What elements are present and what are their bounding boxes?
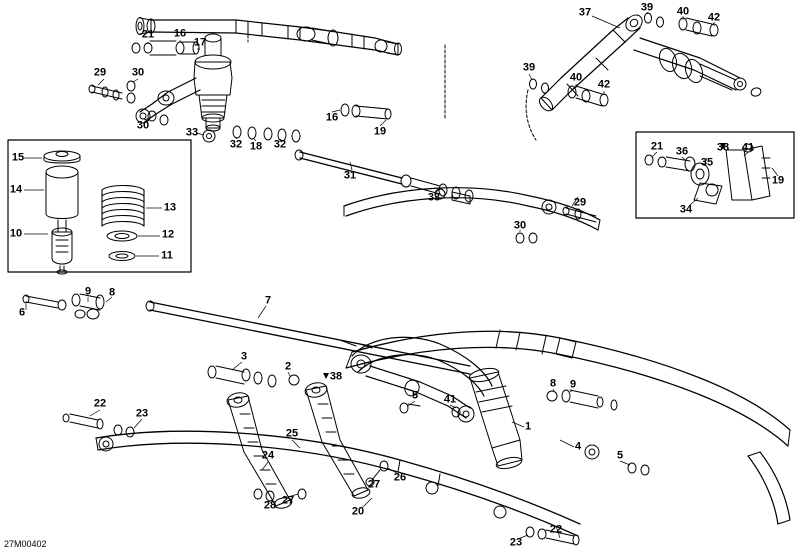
callout-33a: 33 (185, 126, 199, 139)
callout-19a: 19 (373, 125, 387, 138)
callout-4: 4 (574, 440, 582, 453)
callout-39b: 39 (522, 61, 536, 74)
callout-26: 26 (393, 471, 407, 484)
callout-19b: 19 (771, 174, 785, 187)
callout-7: 7 (264, 294, 272, 307)
callout-27a: 27 (367, 478, 381, 491)
callout-10: 10 (9, 227, 23, 240)
callout-12: 12 (161, 228, 175, 241)
callout-21b: 21 (650, 140, 664, 153)
callout-11: 11 (161, 249, 173, 262)
callout-14: 14 (9, 183, 23, 196)
callout-40b: 40 (569, 71, 583, 84)
callout-41a: 41 (741, 141, 755, 154)
callout-37: 37 (578, 6, 592, 19)
callout-29b: 29 (573, 196, 587, 209)
part-code-label: 27M00402 (4, 539, 47, 549)
callout-13: 13 (163, 201, 177, 214)
callout-8a: 8 (108, 286, 116, 299)
callout-5b: 5 (616, 449, 624, 462)
callout-1: 1 (524, 420, 532, 433)
callout-34: 34 (679, 203, 693, 216)
callout-31: 31 (343, 169, 357, 182)
callout-2: 2 (284, 360, 292, 373)
callout-16a: 16 (173, 27, 187, 40)
callout-17: 17 (193, 36, 207, 49)
callout-30c: 30 (513, 219, 527, 232)
callout-6: 6 (18, 306, 26, 319)
callout-35: 35 (700, 156, 714, 169)
callout-22b: 22 (549, 523, 563, 536)
callout-15: 15 (11, 151, 25, 164)
callout-8b: 8 (549, 377, 557, 390)
callout-25: 25 (285, 427, 299, 440)
callout-39a: 39 (640, 1, 654, 14)
callout-29a: 29 (93, 66, 107, 79)
callout-20: 20 (351, 505, 365, 518)
callout-5a: 5 (411, 389, 419, 402)
callout-30b: 30 (136, 119, 150, 132)
callout-38b: 38 (329, 370, 343, 383)
callout-33b: 33 (427, 191, 441, 204)
callout-23a: 23 (135, 407, 149, 420)
callout-22a: 22 (93, 397, 107, 410)
callout-3: 3 (240, 350, 248, 363)
callout-42a: 42 (707, 11, 721, 24)
callout-38a: 38 (716, 141, 730, 154)
callout-9a: 9 (84, 285, 92, 298)
callout-30a: 30 (131, 66, 145, 79)
marker-triangle-38-bottom (323, 373, 329, 379)
callout-24: 24 (261, 449, 275, 462)
callout-40a: 40 (676, 5, 690, 18)
callout-18: 18 (249, 140, 263, 153)
callout-28: 28 (263, 499, 277, 512)
callout-9b: 9 (569, 378, 577, 391)
callout-27b: 27 (281, 494, 295, 507)
callout-42b: 42 (597, 78, 611, 91)
callout-36: 36 (675, 145, 689, 158)
callout-41b: 41 (443, 393, 457, 406)
callout-23b: 23 (509, 536, 523, 549)
callout-21: 21 (141, 28, 155, 41)
callout-16b: 16 (325, 111, 339, 124)
callout-32b: 32 (273, 138, 287, 151)
callout-32a: 32 (229, 138, 243, 151)
